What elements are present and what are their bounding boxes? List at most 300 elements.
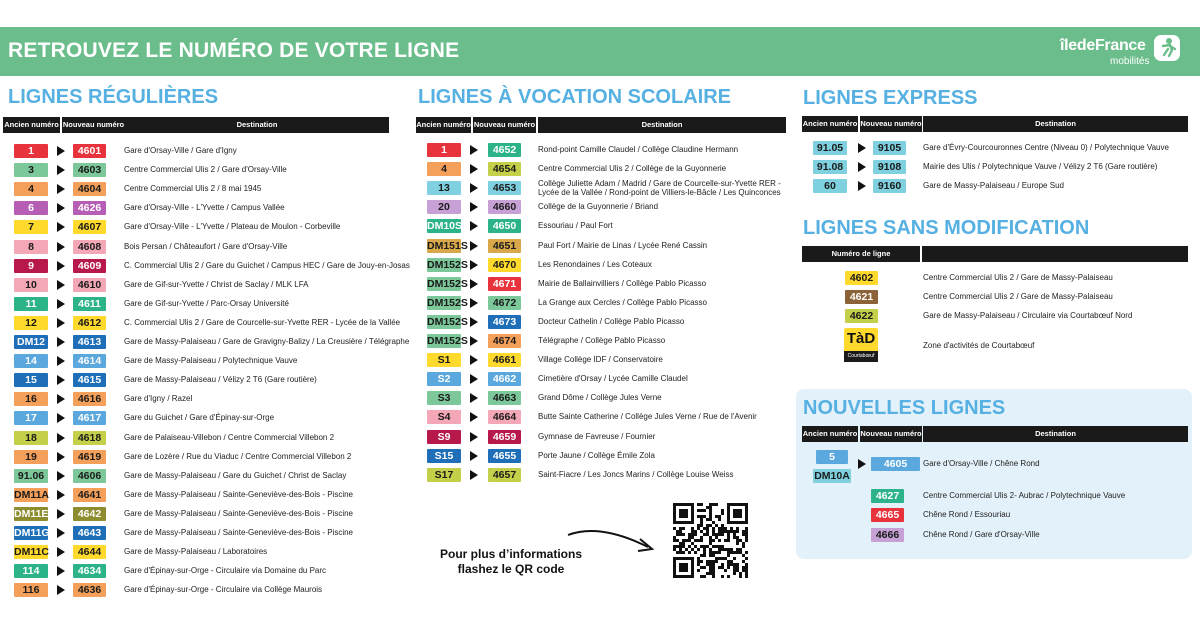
tad-label: TàD	[846, 330, 876, 347]
destination: C. Commercial Ulis 2 / Gare de Courcelle-sur-Yvette RER - Lycée de la Vallée	[124, 317, 401, 327]
new-badge: 4660	[488, 200, 521, 214]
qr-module	[673, 548, 676, 551]
section-title-nouvelles: NOUVELLES LIGNES	[803, 397, 1006, 419]
header-old: Ancien numéro	[3, 117, 60, 133]
table-row	[0, 239, 1200, 253]
qr-module	[715, 515, 718, 518]
qr-module	[709, 566, 712, 569]
header-line: Numéro de ligne	[802, 246, 920, 262]
qr-module	[697, 524, 700, 527]
destination: Gare de Massy-Palaiseau / Europe Sud	[923, 181, 1064, 190]
destination: Gare de Massy-Palaiseau / Sainte-Geneviève-des-Bois - Piscine	[124, 489, 353, 499]
new-badge: 4674	[488, 334, 521, 348]
qr-module	[736, 569, 739, 572]
qr-module	[706, 563, 709, 566]
destination: Gare de Massy-Palaiseau / Gare de Gravigny-Balizy / La Creusière / Télégraphe	[124, 337, 410, 346]
qr-module	[697, 539, 700, 542]
qr-module	[679, 545, 682, 548]
qr-module	[682, 539, 685, 542]
old-badge: 13	[427, 181, 461, 195]
old-badge: S9	[427, 430, 461, 444]
qr-module	[706, 560, 709, 563]
new-badge: 4657	[488, 468, 521, 482]
old-badge: S17	[427, 468, 461, 482]
destination: Gare de Gif-sur-Yvette / Parc-Orsay Université	[124, 298, 289, 308]
new-badge: 4659	[488, 430, 521, 444]
destination: Gare de Massy-Palaiseau / Laboratoires	[124, 547, 268, 557]
old-badge: S2	[427, 372, 461, 386]
table-row	[0, 372, 1200, 386]
destination: Paul Fort / Mairie de Linas / Lycée René Cassin	[538, 240, 708, 250]
qr-module	[700, 560, 703, 563]
section-title-sans-modification: LIGNES SANS MODIFICATION	[803, 217, 1090, 239]
arrow-icon	[57, 585, 65, 595]
qr-module	[697, 503, 700, 506]
new-badge: 9160	[873, 179, 906, 193]
qr-module	[691, 536, 694, 539]
old-badge: 10	[14, 278, 48, 292]
destination: Gare de Gif-sur-Yvette / Christ de Saclay / MLK LFA	[124, 279, 309, 289]
logo-sub-text: mobilités	[1110, 56, 1150, 67]
qr-module	[709, 518, 712, 521]
qr-module	[739, 551, 742, 554]
qr-module	[697, 515, 700, 518]
qr-module	[742, 566, 745, 569]
table-row	[0, 583, 1200, 597]
destination: C. Commercial Ulis 2 / Gare du Guichet / Campus HEC / Gare de Jouy-en-Josas	[124, 260, 410, 270]
new-badge: 4626	[73, 201, 106, 215]
arrow-icon	[858, 181, 866, 191]
old-badge: DM11A	[14, 488, 50, 501]
qr-module	[739, 572, 742, 575]
qr-module	[721, 533, 724, 536]
qr-module	[724, 557, 727, 560]
qr-module	[700, 524, 703, 527]
header-old: Ancien numéro	[802, 426, 858, 442]
qr-module	[676, 551, 679, 554]
new-badge: 4655	[488, 449, 521, 463]
qr-module	[703, 515, 706, 518]
destination: Mairie des Ulis / Polytechnique Vauve / Vélizy 2 T6 (Gare routière)	[923, 162, 1158, 171]
qr-module	[712, 521, 715, 524]
qr-module	[736, 551, 739, 554]
qr-module	[709, 512, 712, 515]
walking-person-icon	[1154, 35, 1180, 61]
qr-module	[715, 536, 718, 539]
qr-module	[700, 521, 703, 524]
arrow-icon	[470, 241, 478, 251]
qr-module	[730, 551, 733, 554]
destination: Cimetière d'Orsay / Lycée Camille Claudel	[538, 374, 688, 384]
header-old: Ancien numéro	[802, 116, 858, 132]
old-badge: 20	[427, 200, 461, 214]
qr-module	[676, 530, 679, 533]
qr-module	[718, 530, 721, 533]
old-badge: 11	[14, 297, 48, 311]
qr-module	[703, 554, 706, 557]
qr-code[interactable]	[673, 503, 748, 578]
qr-module	[742, 533, 745, 536]
new-badge: 4665	[871, 508, 904, 522]
destination: Bois Persan / Châteaufort / Gare d'Orsay-Ville	[124, 241, 288, 251]
qr-module	[697, 509, 700, 512]
old-badge: 91.06	[14, 469, 48, 483]
new-badge: 4671	[488, 277, 521, 291]
qr-module	[742, 542, 745, 545]
header-new: Nouveau numéro	[860, 426, 922, 442]
qr-module	[745, 563, 748, 566]
qr-module	[676, 545, 679, 548]
qr-module	[721, 575, 724, 578]
qr-module	[688, 539, 691, 542]
old-badge: DM152S	[427, 315, 468, 328]
qr-module	[745, 566, 748, 569]
qr-module	[685, 548, 688, 551]
new-badge: 4613	[73, 335, 106, 349]
destination: Gare d'Orsay-Ville / Gare d'Igny	[124, 146, 237, 155]
qr-caption-line1: Pour plus d’informations	[439, 547, 582, 561]
new-badge: 4618	[73, 431, 106, 445]
qr-module	[712, 572, 715, 575]
qr-module	[709, 572, 712, 575]
qr-module	[724, 539, 727, 542]
new-badge: 4617	[73, 411, 106, 425]
qr-module	[730, 560, 733, 563]
tad-destination: Zone d'activités de Courtabœuf	[923, 341, 1035, 350]
qr-module	[715, 551, 718, 554]
qr-module	[721, 530, 724, 533]
old-badge: DM10A	[814, 470, 850, 482]
qr-module	[745, 557, 748, 560]
qr-module	[721, 557, 724, 560]
old-badge: DM11E	[14, 507, 49, 520]
new-badge: 4651	[488, 239, 521, 253]
old-badge: 1	[14, 144, 48, 158]
qr-module	[727, 554, 730, 557]
new-badge: 4661	[488, 353, 521, 367]
new-badge: 4643	[73, 526, 106, 540]
old-badge: 91.08	[813, 160, 847, 174]
qr-module	[697, 560, 700, 563]
destination: Centre Commercial Ulis 2 / Gare de Massy-Palaiseau	[923, 273, 1113, 282]
qr-module	[727, 533, 730, 536]
arrow-icon	[858, 143, 866, 153]
destination: Collège de la Guyonnerie / Briand	[538, 202, 659, 212]
qr-module	[688, 536, 691, 539]
new-badge: 4615	[73, 373, 106, 387]
destination: Saint-Fiacre / Les Joncs Marins / Collège Louise Weiss	[538, 469, 734, 479]
old-badge: 5	[816, 450, 848, 464]
new-badge: 4602	[845, 271, 878, 285]
qr-module	[742, 560, 745, 563]
old-badge: DM152S	[427, 296, 468, 309]
table-row	[0, 391, 1200, 405]
qr-module	[700, 518, 703, 521]
old-badge: DM11C	[14, 546, 50, 559]
new-badge: 4611	[73, 297, 106, 311]
qr-module	[679, 542, 682, 545]
qr-module	[712, 551, 715, 554]
old-badge: S1	[427, 353, 461, 367]
qr-module	[745, 551, 748, 554]
destination: Essouriau / Paul Fort	[538, 221, 613, 231]
old-badge: S4	[427, 410, 461, 424]
destination: Gare d'Orsay-Ville - L'Yvette / Campus Vallée	[124, 203, 285, 213]
qr-module	[745, 533, 748, 536]
destination: Télégraphe / Collège Pablo Picasso	[538, 336, 666, 345]
old-badge: 16	[14, 392, 48, 406]
logo-brand-text: îledeFrance	[1060, 37, 1146, 54]
header-new: Nouveau numéro	[860, 116, 922, 132]
destination: Gare d'Orsay-Ville / Chêne Rond	[923, 459, 1040, 468]
qr-module	[724, 569, 727, 572]
qr-module	[679, 533, 682, 536]
new-badge: 4610	[73, 278, 106, 292]
qr-module	[712, 533, 715, 536]
qr-module	[724, 548, 727, 551]
old-badge: S3	[427, 391, 461, 405]
qr-module	[721, 509, 724, 512]
qr-module	[709, 506, 712, 509]
qr-module	[700, 575, 703, 578]
table-row	[0, 564, 1200, 578]
destination: Village Collège IDF / Conservatoire	[538, 355, 663, 365]
header-new: Nouveau numéro	[62, 117, 125, 133]
qr-module	[712, 539, 715, 542]
new-badge: 4612	[73, 316, 106, 330]
table-row	[0, 200, 1200, 214]
old-badge: 17	[14, 411, 48, 425]
qr-module	[709, 563, 712, 566]
header-new: Nouveau numéro	[473, 117, 536, 133]
destination: Centre Commercial Ulis 2 / Collège de la Guyonnerie	[538, 164, 727, 174]
arrow-icon	[470, 221, 478, 231]
qr-module	[703, 566, 706, 569]
old-badge: 8	[14, 240, 48, 254]
qr-module	[745, 569, 748, 572]
destination: Porte Jaune / Collège Émile Zola	[538, 450, 655, 460]
banner	[0, 27, 1200, 76]
old-badge: 12	[14, 316, 48, 330]
qr-module	[682, 545, 685, 548]
qr-module	[676, 533, 679, 536]
destination: Grand Dôme / Collège Jules Verne	[538, 393, 662, 403]
qr-module	[709, 542, 712, 545]
old-badge: 7	[14, 220, 48, 234]
qr-module	[727, 539, 730, 542]
new-badge: 4663	[488, 391, 521, 405]
qr-module	[703, 548, 706, 551]
destination: Gare de Massy-Palaiseau / Gare du Guichet / Christ de Saclay	[124, 470, 347, 480]
new-badge: 4644	[73, 545, 106, 559]
qr-caption-line2: flashez le QR code	[457, 562, 565, 576]
qr-module	[739, 539, 742, 542]
new-badge: 4614	[73, 354, 106, 368]
qr-module	[733, 509, 742, 518]
table-row	[0, 410, 1200, 424]
table-row	[0, 141, 1200, 155]
qr-module	[712, 527, 715, 530]
qr-module	[736, 548, 739, 551]
qr-module	[718, 557, 721, 560]
qr-module	[673, 527, 676, 530]
qr-module	[694, 533, 697, 536]
qr-module	[700, 536, 703, 539]
qr-module	[709, 569, 712, 572]
qr-module	[718, 548, 721, 551]
destination: Mairie de Ballainvilliers / Collège Pablo Picasso	[538, 278, 707, 288]
qr-module	[697, 527, 700, 530]
qr-module	[700, 515, 703, 518]
page-title: RETROUVEZ LE NUMÉRO DE VOTRE LIGNE	[8, 39, 460, 62]
qr-module	[691, 533, 694, 536]
arrow-icon	[470, 451, 478, 461]
qr-module	[673, 536, 676, 539]
new-badge: 4653	[488, 181, 521, 195]
qr-module	[709, 536, 712, 539]
destination: Gare de Massy-Palaiseau / Sainte-Geneviève-des-Bois - Piscine	[124, 508, 353, 518]
qr-module	[679, 530, 682, 533]
qr-module	[733, 572, 736, 575]
destination: Les Renondaines / Les Coteaux	[538, 259, 652, 269]
qr-module	[736, 563, 739, 566]
old-badge: 1	[427, 143, 461, 157]
header-dest: Destination	[923, 116, 1188, 132]
arrow-icon	[470, 202, 478, 212]
destination: Butte Sainte Catherine / Collège Jules Verne / Rue de l'Avenir	[538, 412, 757, 422]
new-badge: 4672	[488, 296, 521, 310]
qr-module	[712, 575, 715, 578]
arrow-icon	[470, 393, 478, 403]
old-badge: DM151S	[427, 239, 468, 252]
destination: Centre Commercial Ulis 2 / 8 mai 1945	[124, 184, 262, 194]
qr-module	[679, 548, 682, 551]
qr-module	[715, 557, 718, 560]
table-row	[0, 353, 1200, 367]
table-row	[0, 430, 1200, 444]
destination: Gare du Guichet / Gare d'Épinay-sur-Orge	[124, 413, 275, 423]
qr-module	[715, 533, 718, 536]
destination: Gare de Massy-Palaiseau / Vélizy 2 T6 (Gare routière)	[124, 375, 317, 385]
qr-module	[703, 533, 706, 536]
curved-arrow-icon	[560, 525, 660, 555]
qr-module	[703, 545, 706, 548]
old-badge: DM152S	[427, 335, 468, 347]
qr-module	[682, 551, 685, 554]
arrow-icon	[858, 459, 866, 469]
new-badge: 4664	[488, 410, 521, 424]
qr-module	[727, 563, 730, 566]
table-row	[0, 309, 1200, 323]
new-badge: 4603	[73, 163, 106, 177]
qr-module	[721, 563, 724, 566]
qr-module	[712, 560, 715, 563]
qr-module	[736, 539, 739, 542]
qr-module	[745, 575, 748, 578]
new-badge: 4650	[488, 219, 521, 233]
arrow-icon	[470, 412, 478, 422]
qr-module	[718, 533, 721, 536]
qr-module	[694, 545, 697, 548]
header-dest: Destination	[923, 426, 1188, 442]
destination: Centre Commercial Ulis 2 / Gare de Massy-Palaiseau	[923, 292, 1113, 301]
destination: Gare de Lozère / Rue du Viaduc / Centre Commercial Villebon 2	[124, 451, 352, 461]
destination: Gare de Massy-Palaiseau / Sainte-Geneviève-des-Bois - Piscine	[124, 528, 353, 537]
qr-module	[712, 563, 715, 566]
new-badge: 4666	[871, 528, 904, 542]
destination: Gare d'Orsay-Ville - L'Yvette / Plateau de Moulon - Corbeville	[124, 222, 341, 232]
tad-sub: Courtabœuf	[844, 351, 878, 362]
qr-module	[706, 506, 709, 509]
arrow-icon	[470, 432, 478, 442]
qr-module	[700, 509, 703, 512]
qr-module	[709, 539, 712, 542]
destination: Gare d'Évry-Courcouronnes Centre (Niveau 0) / Polytechnique Vauve	[923, 143, 1169, 152]
qr-module	[691, 527, 694, 530]
qr-module	[733, 551, 736, 554]
qr-module	[730, 527, 733, 530]
qr-module	[745, 530, 748, 533]
qr-module	[745, 527, 748, 530]
arrow-icon	[470, 374, 478, 384]
old-badge: 3	[14, 163, 48, 177]
table-row	[0, 219, 1200, 233]
qr-module	[745, 536, 748, 539]
qr-module	[742, 530, 745, 533]
qr-module	[730, 548, 733, 551]
new-badge: 4605	[871, 457, 920, 471]
qr-module	[700, 566, 703, 569]
qr-module	[730, 563, 733, 566]
new-badge: 4670	[488, 258, 521, 272]
arrow-icon	[858, 162, 866, 172]
table-row	[0, 290, 1200, 304]
qr-module	[733, 536, 736, 539]
qr-module	[721, 524, 724, 527]
qr-module	[679, 563, 688, 572]
qr-module	[712, 503, 715, 506]
qr-module	[703, 527, 706, 530]
qr-module	[739, 575, 742, 578]
qr-module	[733, 557, 736, 560]
qr-module	[715, 524, 718, 527]
qr-module	[697, 563, 700, 566]
arrow-icon	[470, 260, 478, 270]
destination: Chêne Rond / Gare d'Orsay-Ville	[923, 529, 1040, 539]
tad-badge	[844, 328, 878, 362]
new-badge: 4616	[73, 392, 106, 406]
new-badge: 4642	[73, 507, 106, 521]
qr-module	[703, 509, 706, 512]
table-row	[0, 160, 1200, 174]
section-title-scolaires: LIGNES À VOCATION SCOLAIRE	[418, 86, 731, 108]
idf-mobilites-logo	[1060, 35, 1180, 69]
qr-module	[706, 527, 709, 530]
destination: Gymnase de Favreuse / Fournier	[538, 431, 656, 441]
qr-module	[685, 539, 688, 542]
qr-module	[673, 539, 676, 542]
qr-module	[706, 524, 709, 527]
new-badge: 4641	[73, 488, 106, 502]
qr-module	[694, 539, 697, 542]
old-badge: 116	[14, 583, 48, 597]
qr-module	[718, 539, 721, 542]
qr-module	[712, 530, 715, 533]
table-row	[0, 508, 1200, 522]
qr-module	[718, 518, 721, 521]
qr-module	[730, 530, 733, 533]
new-badge: 4652	[488, 143, 521, 157]
